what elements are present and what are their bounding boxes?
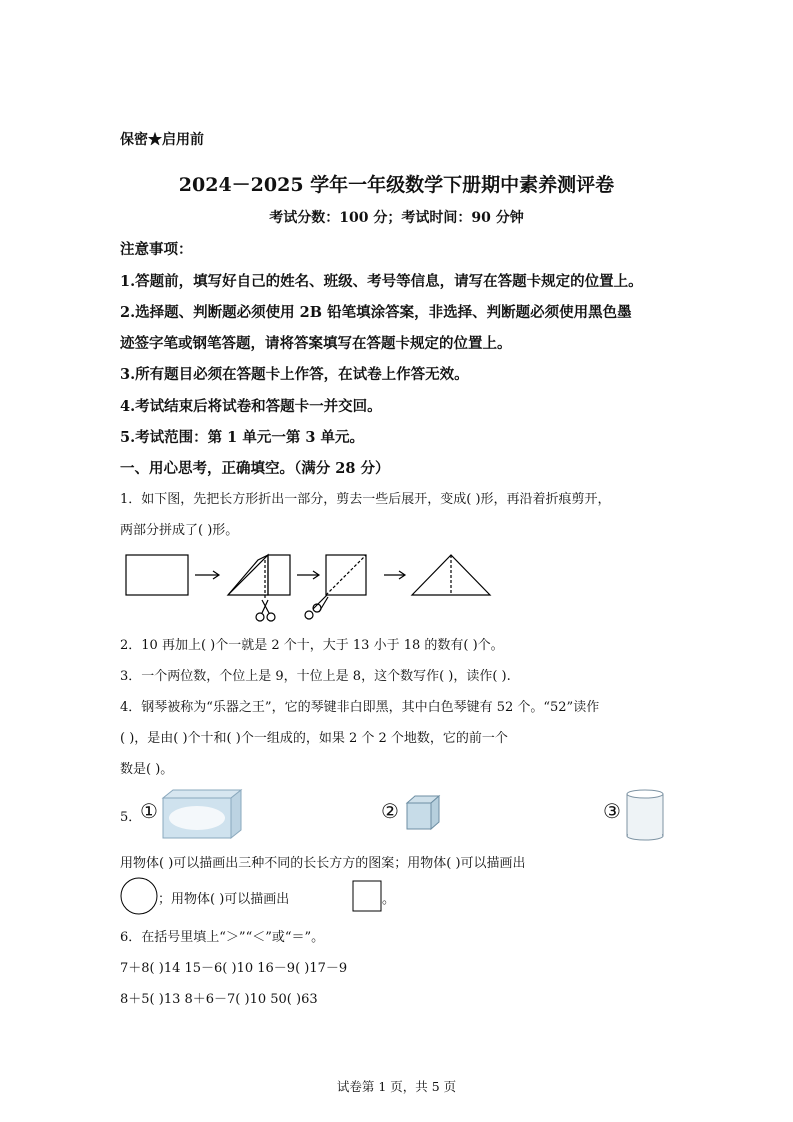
object-label-1: ① (140, 799, 158, 823)
section-1-heading: 一、用心思考，正确填空。（满分 28 分） (120, 460, 390, 477)
notice-heading: 注意事项： (120, 241, 193, 258)
question-5-number: 5． (120, 810, 142, 825)
confidential-label: 保密★启用前 (120, 132, 204, 148)
question-6-row-1: 7＋8( )14 15－6( )10 16－9( )17－9 (120, 961, 348, 976)
notice-item-3: 3.所有题目必须在答题卡上作答，在试卷上作答无效。 (120, 366, 469, 383)
tissue-box-icon (163, 790, 241, 838)
question-4-line-1: 4．钢琴被称为“乐器之王”，它的琴键非白即黑，其中白色琴键有 52 个。“52”读作 (120, 700, 600, 715)
circle-shape (121, 878, 157, 914)
question-1-line-1: 1．如下图，先把长方形折出一部分，剪去一些后展开，变成( )形，再沿着折痕剪开， (120, 492, 611, 507)
cylinder-icon (627, 790, 663, 840)
question-4-line-3: 数是( )。 (120, 762, 174, 777)
question-6-row-2: 8＋5( )13 8＋6－7( )10 50( )63 (120, 992, 318, 1007)
cube-icon (407, 796, 439, 829)
question-1-line-2: 两部分拼成了( )形。 (120, 523, 239, 538)
notice-item-1: 1.答题前，填写好自己的姓名、班级、考号等信息，请写在答题卡规定的位置上。 (120, 273, 643, 290)
notice-item-5: 5.考试范围：第 1 单元一第 3 单元。 (120, 429, 365, 446)
notice-item-2: 2.选择题、判断题必须使用 2B 铅笔填涂答案，非选择、判断题必须使用黑色墨 (120, 304, 632, 321)
page-footer: 试卷第 1 页，共 5 页 (336, 1079, 457, 1094)
question-6: 6．在括号里填上“＞”“＜”或“＝”。 (120, 930, 325, 945)
small-square-shape (353, 881, 381, 911)
question-5-line-2-end: 。 (382, 892, 396, 907)
question-5-line-1: 用物体( )可以描画出三种不同的长长方方的图案；用物体( )可以描画出 (120, 856, 526, 871)
notice-item-4: 4.考试结束后将试卷和答题卡一并交回。 (120, 398, 382, 415)
question-4-line-2: ( )，是由( )个十和( )个一组成的，如果 2 个 2 个地数，它的前一个 (120, 731, 508, 746)
exam-info: 考试分数：100 分；考试时间：90 分钟 (269, 210, 524, 226)
question-2: 2．10 再加上( )个一就是 2 个十，大于 13 小于 18 的数有( )个。 (120, 638, 504, 653)
question-3: 3．一个两位数，个位上是 9，十位上是 8，这个数写作( )，读作( ). (120, 669, 511, 684)
question-5-line-2: ；用物体( )可以描画出 (158, 892, 290, 907)
object-label-3: ③ (603, 799, 621, 823)
object-label-2: ② (381, 799, 399, 823)
exam-title: 2024－2025 学年一年级数学下册期中素养测评卷 (178, 174, 615, 196)
notice-item-2-cont: 迹签字笔或钢笔答题，请将答案填写在答题卡规定的位置上。 (120, 335, 512, 352)
